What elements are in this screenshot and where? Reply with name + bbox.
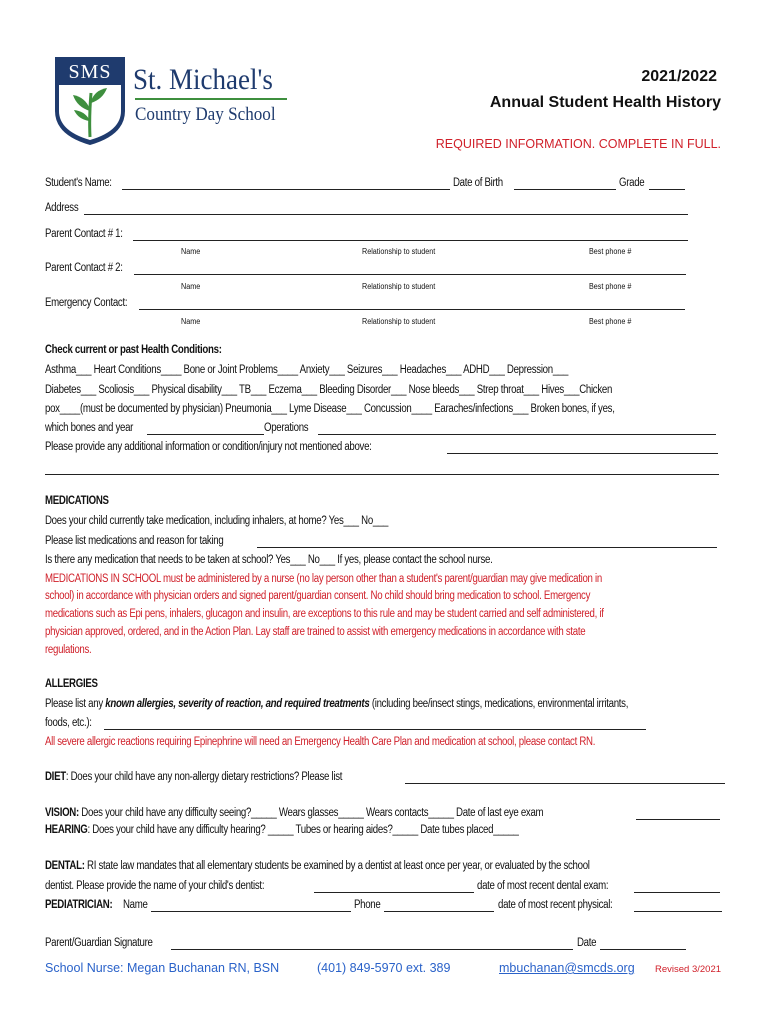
grade-input[interactable] bbox=[649, 189, 685, 190]
allergies-question bbox=[45, 698, 628, 710]
conditions-heading: Check current or past Health Conditions: bbox=[45, 344, 222, 356]
diet-text: : Does your child have any non-allergy dietary restrictions? Please list bbox=[65, 771, 343, 783]
medications-list-input[interactable] bbox=[257, 547, 717, 548]
footer-phone: (401) 849-5970 ext. 389 bbox=[317, 961, 451, 975]
hearing-text: : Does your child have any difficulty hearing? _____ Tubes or hearing aides?_____ Date tubes placed_____ bbox=[87, 824, 519, 836]
dentist-name-label: dentist. Please provide the name of your child's dentist: bbox=[45, 880, 265, 892]
footer-email-link[interactable]: mbuchanan@smcds.org bbox=[499, 961, 635, 975]
address-label: Address bbox=[45, 202, 79, 214]
pediatrician-label: PEDIATRICIAN: bbox=[45, 899, 113, 911]
pediatrician-phone-input[interactable] bbox=[384, 911, 494, 912]
allergies-foods-label: foods, etc.): bbox=[45, 717, 92, 729]
allergies-notice: All severe allergic reactions requiring Epinephrine will need an Emergency Health Care Plan and medication at school, please contact RN. bbox=[45, 736, 596, 748]
physical-date-input[interactable] bbox=[634, 911, 722, 912]
medications-list-label: Please list medications and reason for taking bbox=[45, 535, 224, 547]
parent1-input[interactable] bbox=[133, 240, 688, 241]
operations-input[interactable] bbox=[318, 434, 716, 435]
logo-divider bbox=[135, 98, 287, 100]
allergies-question-part-2: (including bee/insect stings, medications, environmental irritants, bbox=[369, 698, 629, 710]
footer-nurse: School Nurse: Megan Buchanan RN, BSN bbox=[45, 961, 280, 975]
emergency-sub-name: Name bbox=[181, 317, 201, 326]
allergies-question-part-1: Please list any bbox=[45, 698, 106, 710]
school-logo bbox=[53, 55, 293, 147]
student-name-label: Student's Name: bbox=[45, 177, 112, 189]
hearing-question[interactable] bbox=[45, 824, 519, 836]
medications-notice-1: MEDICATIONS IN SCHOOL must be administered by a nurse (no lay person other than a student's parent/guardian may give medication in bbox=[45, 573, 602, 585]
medications-heading: MEDICATIONS bbox=[45, 495, 109, 507]
diet-input[interactable] bbox=[405, 783, 725, 784]
logo-name: St. Michael's bbox=[133, 63, 273, 96]
medications-notice-2: school) in accordance with physician orders and signed parent/guardian consent. No child should bring medication to school. Emergency bbox=[45, 590, 591, 602]
pediatrician-name-input[interactable] bbox=[151, 911, 351, 912]
emergency-label: Emergency Contact: bbox=[45, 297, 128, 309]
operations-label: Operations bbox=[264, 422, 309, 434]
dentist-name-input[interactable] bbox=[314, 892, 474, 893]
additional-info-label: Please provide any additional information or condition/injury not mentioned above: bbox=[45, 441, 372, 453]
vision-label: VISION: bbox=[45, 807, 79, 819]
physical-date-label: date of most recent physical: bbox=[498, 899, 613, 911]
medications-notice-4: physician approved, ordered, and in the Action Plan. Lay staff are trained to assist with emergency medications in accordance with state bbox=[45, 626, 586, 638]
parent1-sub-phone: Best phone # bbox=[589, 247, 632, 256]
allergies-input[interactable] bbox=[104, 729, 646, 730]
emergency-sub-relationship: Relationship to student bbox=[362, 317, 436, 326]
conditions-line-3[interactable]: pox____(must be documented by physician) Pneumonia___ Lyme Disease___ Concussion____ Earaches/infections___ Broken bones, if yes, bbox=[45, 403, 615, 415]
eye-exam-date-input[interactable] bbox=[636, 819, 720, 820]
hearing-label: HEARING bbox=[45, 824, 88, 836]
medications-question-3[interactable]: Is there any medication that needs to be taken at school? Yes___ No___ If yes, please contact the school nurse. bbox=[45, 554, 493, 566]
conditions-line-2[interactable]: Diabetes___ Scoliosis___ Physical disability___ TB___ Eczema___ Bleeding Disorder___ Nose bleeds___ Strep throat___ Hives___Chicken bbox=[45, 384, 613, 396]
dental-statement bbox=[45, 860, 590, 872]
form-title: Annual Student Health History bbox=[489, 94, 721, 111]
parent2-sub-name: Name bbox=[181, 282, 201, 291]
dental-exam-date-input[interactable] bbox=[634, 892, 720, 893]
dob-input[interactable] bbox=[514, 189, 616, 190]
additional-info-input[interactable] bbox=[447, 453, 718, 454]
medications-question-1[interactable]: Does your child currently take medication, including inhalers, at home? Yes___ No___ bbox=[45, 515, 389, 527]
signature-date-label: Date bbox=[577, 937, 597, 949]
dental-exam-date-label: date of most recent dental exam: bbox=[477, 880, 609, 892]
medications-notice-3: medications such as Epi pens, inhalers, glucagon and insulin, are exceptions to this rule and may be student carried and self administered, if bbox=[45, 608, 604, 620]
signature-input[interactable] bbox=[171, 949, 573, 950]
logo-abbr: SMS bbox=[68, 61, 112, 83]
vision-question[interactable] bbox=[45, 807, 543, 819]
parent1-label: Parent Contact # 1: bbox=[45, 228, 123, 240]
emergency-input[interactable] bbox=[139, 309, 685, 310]
dob-label: Date of Birth bbox=[453, 177, 503, 189]
school-year: 2021/2022 bbox=[641, 68, 717, 85]
bones-year-label: which bones and year bbox=[45, 422, 134, 434]
parent1-sub-relationship: Relationship to student bbox=[362, 247, 436, 256]
allergies-question-emphasis: known allergies, severity of reaction, and required treatments bbox=[105, 698, 370, 710]
dental-text: RI state law mandates that all elementary students be examined by a dentist at least once per year, or evaluated by the school bbox=[84, 860, 590, 872]
pediatrician-phone-label: Phone bbox=[354, 899, 381, 911]
address-input[interactable] bbox=[84, 214, 688, 215]
vision-text: Does your child have any difficulty seeing?_____ Wears glasses_____ Wears contacts_____ Date of last eye exam bbox=[78, 807, 544, 819]
diet-question bbox=[45, 771, 342, 783]
bones-year-input[interactable] bbox=[147, 434, 264, 435]
footer-revised: Revised 3/2021 bbox=[655, 964, 722, 975]
parent2-sub-relationship: Relationship to student bbox=[362, 282, 436, 291]
grade-label: Grade bbox=[619, 177, 645, 189]
parent2-sub-phone: Best phone # bbox=[589, 282, 632, 291]
dental-label: DENTAL: bbox=[45, 860, 85, 872]
pediatrician-name-label: Name bbox=[123, 899, 148, 911]
logo-subtitle: Country Day School bbox=[135, 104, 276, 125]
signature-date-input[interactable] bbox=[600, 949, 686, 950]
required-notice: REQUIRED INFORMATION. COMPLETE IN FULL. bbox=[435, 137, 721, 151]
parent2-input[interactable] bbox=[134, 274, 686, 275]
parent1-sub-name: Name bbox=[181, 247, 201, 256]
medications-notice-5: regulations. bbox=[45, 644, 92, 656]
signature-label: Parent/Guardian Signature bbox=[45, 937, 153, 949]
parent2-label: Parent Contact # 2: bbox=[45, 262, 123, 274]
additional-info-input-line-2[interactable] bbox=[45, 474, 719, 475]
diet-label: DIET bbox=[45, 771, 66, 783]
emergency-sub-phone: Best phone # bbox=[589, 317, 632, 326]
allergies-heading: ALLERGIES bbox=[45, 678, 98, 690]
conditions-line-1[interactable]: Asthma___ Heart Conditions____ Bone or Joint Problems____ Anxiety___ Seizures___ Headaches___ ADHD___ Depression___ bbox=[45, 364, 569, 376]
student-name-input[interactable] bbox=[122, 189, 450, 190]
